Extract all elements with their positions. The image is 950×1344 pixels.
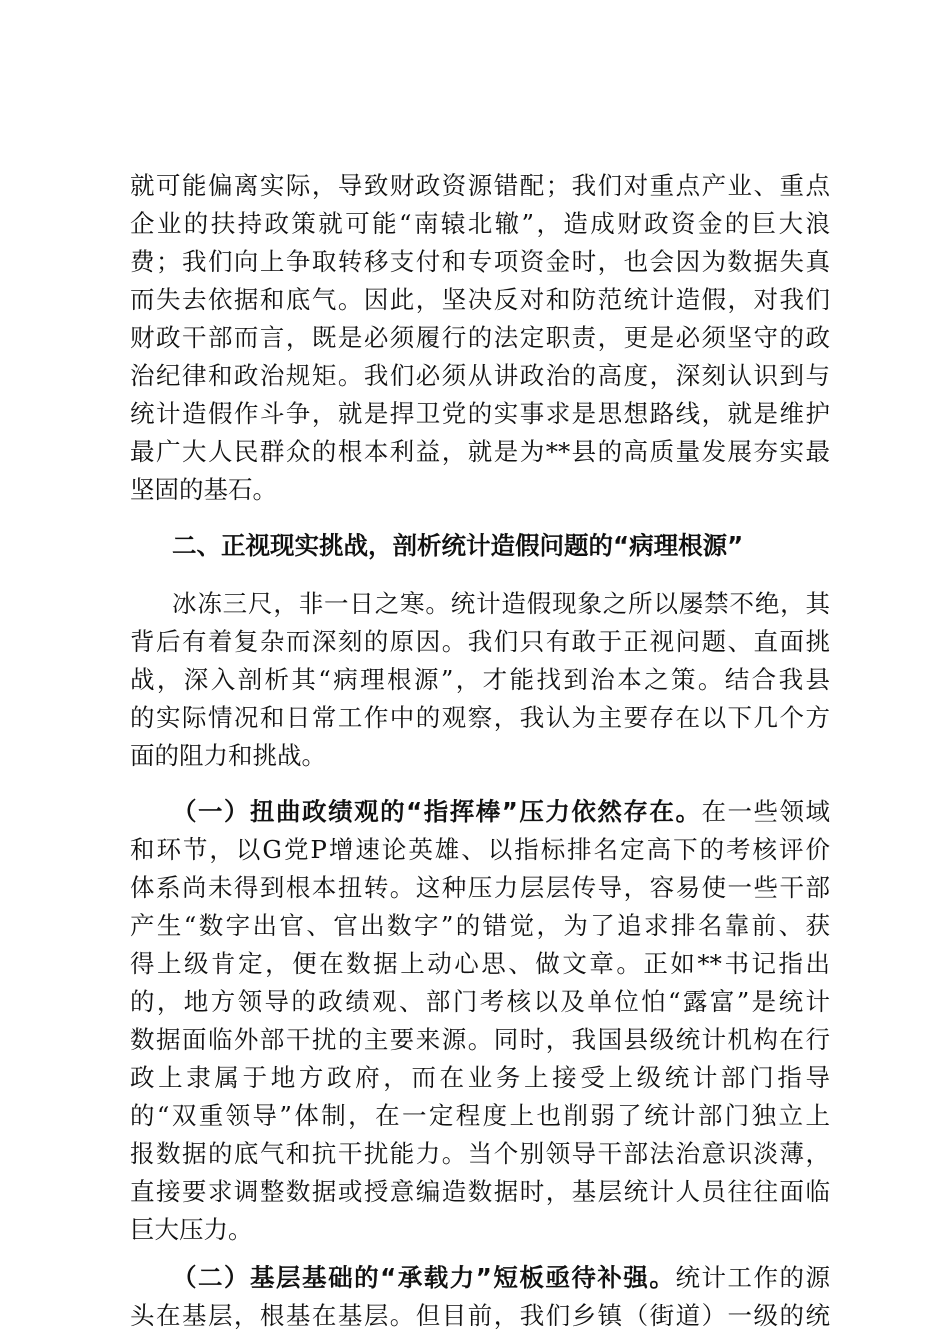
text-line: 就可能偏离实际，导致财政资源错配；我们对重点产业、重点 (130, 171, 830, 200)
text-line: 财政干部而言，既是必须履行的法定职责，更是必须坚守的政 (130, 323, 830, 352)
text-line: 坚固的基石。 (130, 475, 277, 504)
text-line: 直接要求调整数据或授意编造数据时，基层统计人员往往面临 (130, 1177, 830, 1206)
text-line (172, 1262, 830, 1293)
paragraph-lead: （一）扭曲政绩观的“指挥棒”压力依然存在。 (172, 797, 702, 826)
text-line (172, 796, 830, 827)
section-heading: 二、正视现实挑战，剖析统计造假问题的“病理根源” (172, 531, 744, 560)
text-line: 战，深入剖析其“病理根源”，才能找到治本之策。结合我县 (130, 665, 830, 694)
text-run: 在一些领域 (701, 797, 831, 826)
text-line: 背后有着复杂而深刻的原因。我们只有敢于正视问题、直面挑 (130, 627, 830, 656)
text-line: 的实际情况和日常工作中的观察，我认为主要存在以下几个方 (130, 703, 830, 732)
text-line: 冰冻三尺，非一日之寒。统计造假现象之所以屡禁不绝，其 (172, 589, 830, 618)
text-line: 巨大压力。 (130, 1215, 253, 1244)
text-line: 数据面临外部干扰的主要来源。同时，我国县级统计机构在行 (130, 1025, 830, 1054)
text-line: 政上隶属于地方政府，而在业务上接受上级统计部门指导 (130, 1063, 830, 1092)
text-line: 面的阻力和挑战。 (130, 741, 326, 770)
text-line: 治纪律和政治规矩。我们必须从讲政治的高度，深刻认识到与 (130, 361, 830, 390)
text-line: 的，地方领导的政绩观、部门考核以及单位怕“露富”是统计 (130, 987, 830, 1016)
text-run: 统计工作的源 (675, 1263, 831, 1292)
text-line: 产生“数字出官、官出数字”的错觉，为了追求排名靠前、获 (130, 911, 830, 940)
paragraph-lead: （二）基层基础的“承载力”短板亟待补强。 (172, 1263, 676, 1292)
text-line: 企业的扶持政策就可能“南辕北辙”，造成财政资金的巨大浪 (130, 209, 830, 238)
text-line: 体系尚未得到根本扭转。这种压力层层传导，容易使一些干部 (130, 873, 830, 902)
text-line: 最广大人民群众的根本利益，就是为**县的高质量发展夯实最 (130, 437, 830, 466)
text-line: 报数据的底气和抗干扰能力。当个别领导干部法治意识淡薄， (130, 1139, 830, 1168)
text-line: 而失去依据和底气。因此，坚决反对和防范统计造假，对我们 (130, 285, 830, 314)
text-line: 和环节，以G党P增速论英雄、以指标排名定高下的考核评价 (130, 835, 830, 864)
text-line: 费；我们向上争取转移支付和专项资金时，也会因为数据失真 (130, 247, 830, 276)
text-line: 头在基层，根基在基层。但目前，我们乡镇（街道）一级的统 (130, 1301, 830, 1330)
text-line: 得上级肯定，便在数据上动心思、做文章。正如**书记指出 (130, 949, 830, 978)
text-line: 统计造假作斗争，就是捍卫党的实事求是思想路线，就是维护 (130, 399, 830, 428)
text-line: 的“双重领导”体制，在一定程度上也削弱了统计部门独立上 (130, 1101, 830, 1130)
